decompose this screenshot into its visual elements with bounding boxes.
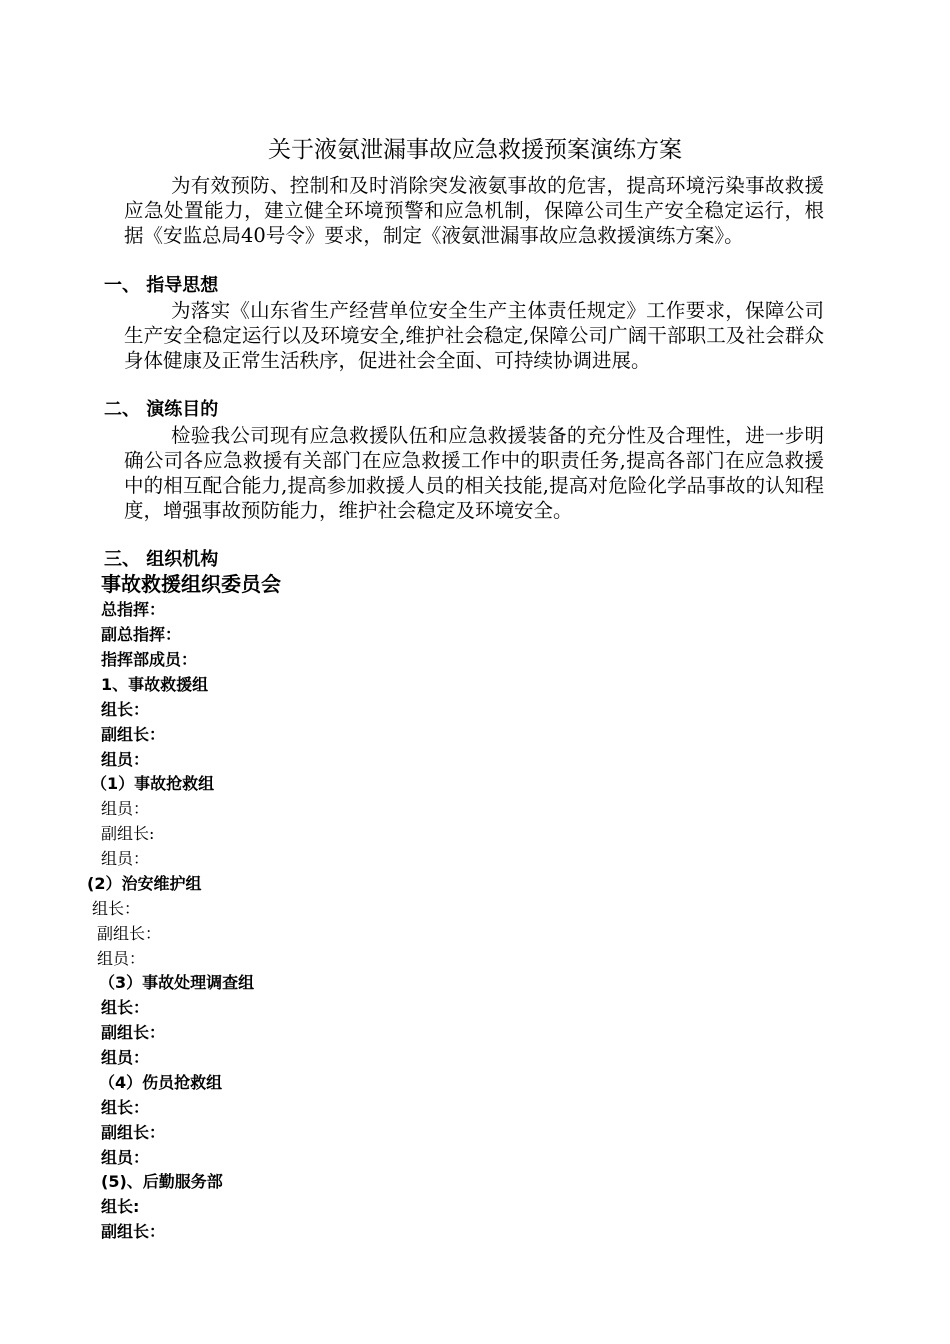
section1-heading: 一、 指导思想 xyxy=(104,275,219,296)
sub1-line2: 副组长: xyxy=(101,824,155,843)
sub5-title: (5)、后勤服务部 xyxy=(101,1172,223,1191)
sub1-title: （1）事故抢救组 xyxy=(91,774,215,793)
hq-members-label: 指挥部成员： xyxy=(101,650,198,669)
deputy-commander-label: 副总指挥： xyxy=(101,625,182,644)
sub3-title: （3）事故处理调查组 xyxy=(99,973,255,992)
commander-label: 总指挥： xyxy=(101,600,166,619)
sub1-line3: 组员： xyxy=(101,849,150,868)
group1-leader: 组长： xyxy=(101,700,150,719)
section3-heading: 三、 组织机构 xyxy=(104,549,219,570)
sub2-deputy: 副组长： xyxy=(97,924,162,943)
sub3-members: 组员： xyxy=(101,1048,150,1067)
sub5-deputy: 副组长： xyxy=(101,1222,166,1241)
sub2-members: 组员： xyxy=(97,949,146,968)
section2-body: 检验我公司现有应急救援队伍和应急救援装备的充分性及合理性，进一步明确公司各应急救援有关部门在应急救援工作中的职责任务,提高各部门在应急救援中的相互配合能力,提高参加救援人员的相关技能,提高对危险化学品事故的认知程度，增强事故预防能力，维护社会稳定及环境安全。 xyxy=(124,424,824,522)
document-title: 关于液氨泄漏事故应急救援预案演练方案 xyxy=(268,137,682,163)
group1-members: 组员： xyxy=(101,750,150,769)
sub4-deputy: 副组长： xyxy=(101,1123,166,1142)
section1-body: 为落实《山东省生产经营单位安全生产主体责任规定》工作要求，保障公司生产安全稳定运行以及环境安全,维护社会稳定,保障公司广阔干部职工及社会群众身体健康及正常生活秩序，促进社会全面、可持续协调进展。 xyxy=(124,299,824,372)
sub5-leader: 组长: xyxy=(101,1197,140,1216)
intro-paragraph: 为有效预防、控制和及时消除突发液氨事故的危害，提高环境污染事故救援应急处置能力，建立健全环境预警和应急机制，保障公司生产安全稳定运行，根据《安监总局40号令》要求，制定《液氨泄漏事故应急救援演练方案》。 xyxy=(124,174,824,247)
group1-title: 1、事故救援组 xyxy=(101,675,209,694)
group1-deputy: 副组长： xyxy=(101,725,166,744)
sub3-leader: 组长： xyxy=(101,998,150,1017)
sub4-leader: 组长： xyxy=(101,1098,150,1117)
sub1-line1: 组员： xyxy=(101,799,150,818)
sub4-members: 组员： xyxy=(101,1148,150,1167)
section2-heading: 二、 演练目的 xyxy=(104,399,219,420)
committee-heading: 事故救援组织委员会 xyxy=(101,572,281,596)
sub2-title: (2）治安维护组 xyxy=(87,874,202,893)
sub2-leader: 组长： xyxy=(92,899,141,918)
sub4-title: （4）伤员抢救组 xyxy=(99,1073,223,1092)
sub3-deputy: 副组长： xyxy=(101,1023,166,1042)
